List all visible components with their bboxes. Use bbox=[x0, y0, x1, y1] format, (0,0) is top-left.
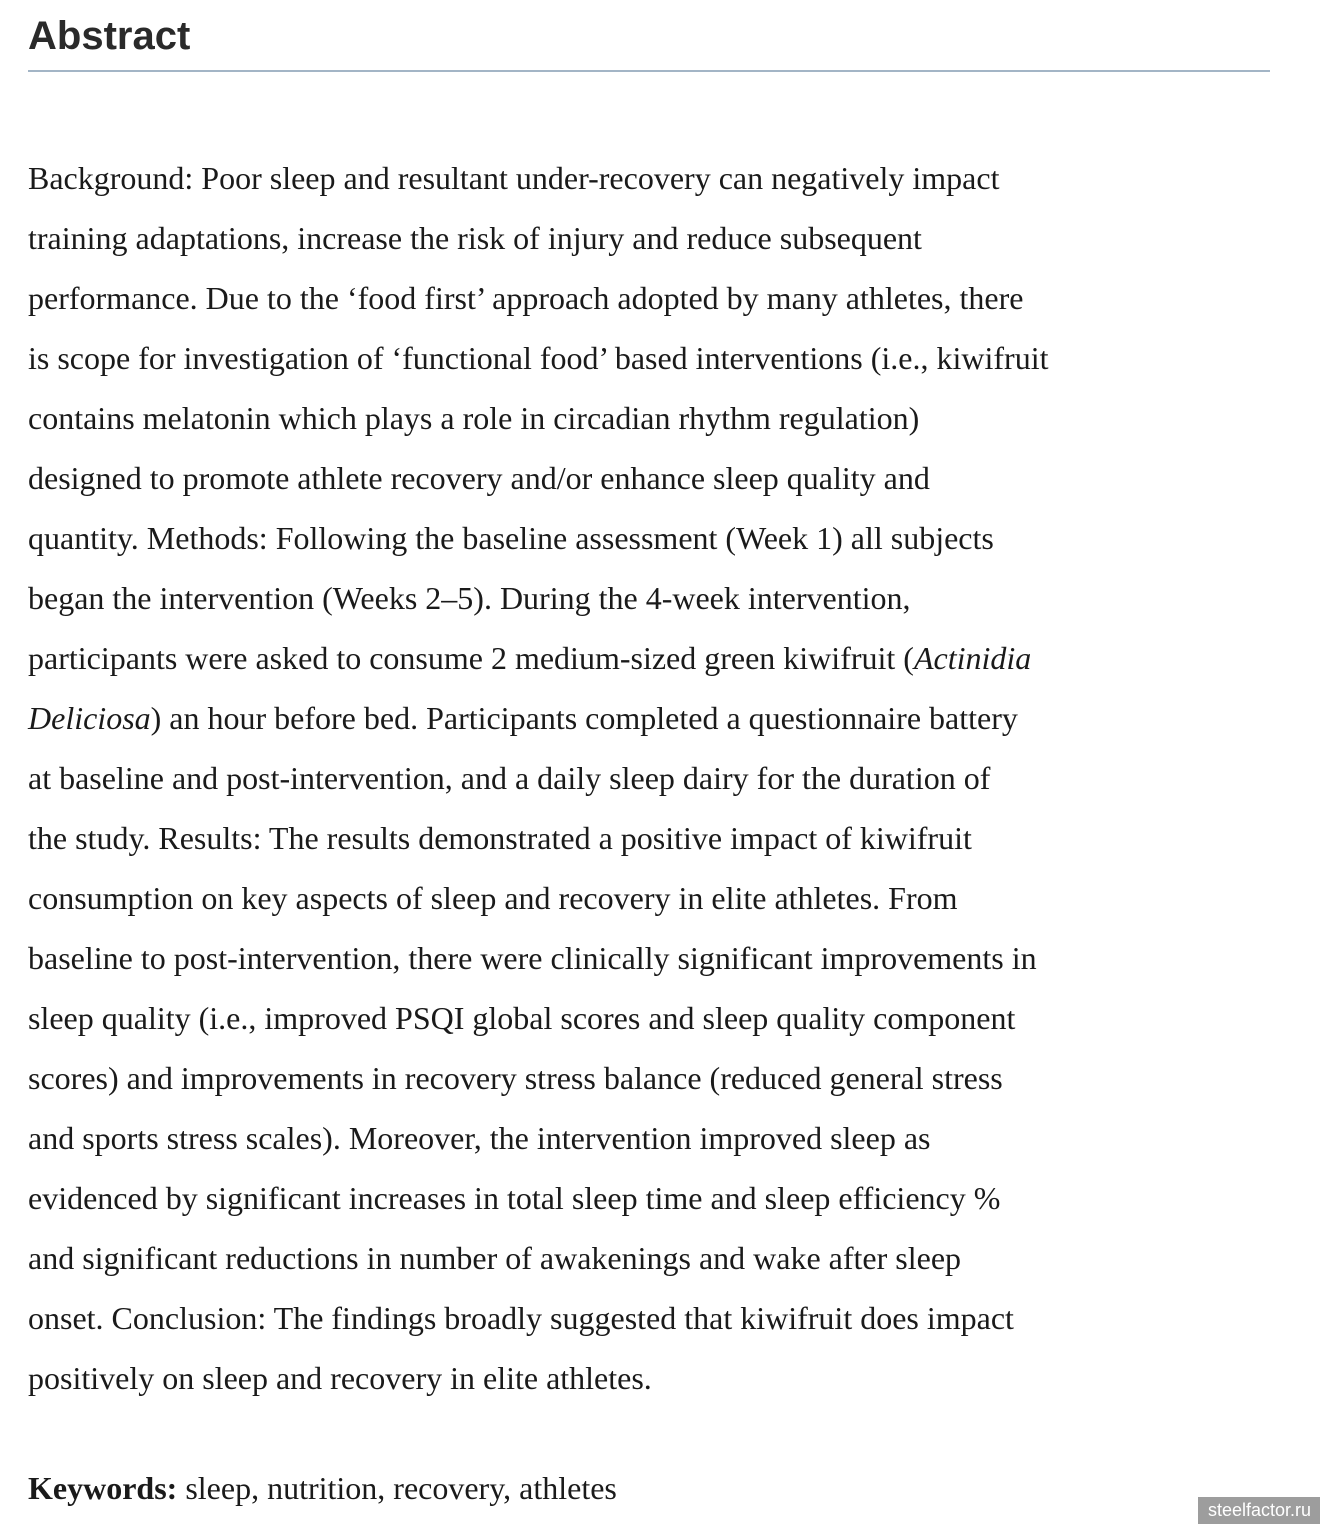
abstract-line: sleep quality (i.e., improved PSQI global scores and sleep quality component bbox=[28, 1000, 1016, 1036]
abstract-line: Deliciosa) an hour before bed. Participants completed a questionnaire battery bbox=[28, 700, 1018, 736]
abstract-line: began the intervention (Weeks 2–5). During the 4-week intervention, bbox=[28, 580, 911, 616]
abstract-line: evidenced by significant increases in total sleep time and sleep efficiency % bbox=[28, 1180, 1001, 1216]
abstract-line: scores) and improvements in recovery stress balance (reduced general stress bbox=[28, 1060, 1003, 1096]
abstract-line: positively on sleep and recovery in elite athletes. bbox=[28, 1360, 652, 1396]
abstract-line: training adaptations, increase the risk of injury and reduce subsequent bbox=[28, 220, 922, 256]
heading-divider bbox=[28, 70, 1270, 72]
abstract-line: and significant reductions in number of awakenings and wake after sleep bbox=[28, 1240, 962, 1276]
keywords-value: sleep, nutrition, recovery, athletes bbox=[177, 1470, 617, 1506]
abstract-line: participants were asked to consume 2 medium-sized green kiwifruit (Actinidia bbox=[28, 640, 1032, 676]
abstract-line: designed to promote athlete recovery and/or enhance sleep quality and bbox=[28, 460, 930, 496]
keywords-label: Keywords: bbox=[28, 1470, 178, 1506]
abstract-line: the study. Results: The results demonstrated a positive impact of kiwifruit bbox=[28, 820, 972, 856]
abstract-line: consumption on key aspects of sleep and recovery in elite athletes. From bbox=[28, 880, 958, 916]
abstract-line: at baseline and post-intervention, and a daily sleep dairy for the duration of bbox=[28, 760, 991, 796]
abstract-line: performance. Due to the ‘food first’ approach adopted by many athletes, there bbox=[28, 280, 1024, 316]
abstract-line: Background: Poor sleep and resultant under-recovery can negatively impact bbox=[28, 160, 1000, 196]
keywords-row bbox=[28, 1458, 1300, 1518]
abstract-line: contains melatonin which plays a role in circadian rhythm regulation) bbox=[28, 400, 920, 436]
abstract-line: onset. Conclusion: The findings broadly suggested that kiwifruit does impact bbox=[28, 1300, 1014, 1336]
abstract-line: is scope for investigation of ‘functional food’ based interventions (i.e., kiwifruit bbox=[28, 340, 1049, 376]
abstract-heading: Abstract bbox=[28, 14, 191, 58]
abstract-line: and sports stress scales). Moreover, the intervention improved sleep as bbox=[28, 1120, 931, 1156]
abstract-paragraph bbox=[28, 148, 1300, 1408]
watermark-steelfactor: steelfactor.ru bbox=[1198, 1497, 1320, 1524]
abstract-line: quantity. Methods: Following the baseline assessment (Week 1) all subjects bbox=[28, 520, 994, 556]
abstract-line: baseline to post-intervention, there were clinically significant improvements in bbox=[28, 940, 1037, 976]
